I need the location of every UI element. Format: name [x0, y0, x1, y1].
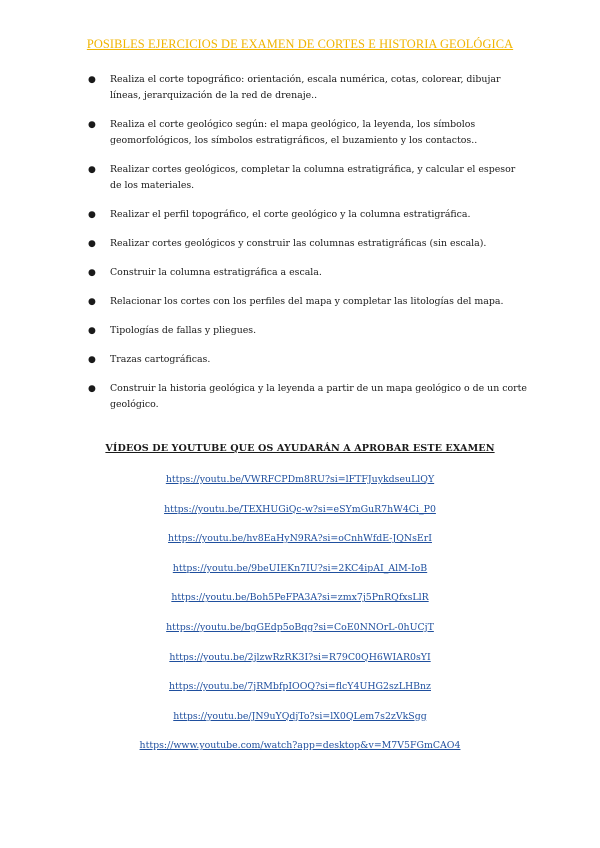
video-link[interactable]: https://youtu.be/Boh5PeFPA3A?si=zmx7j5PnRQfxsLlR	[171, 592, 429, 604]
list-item	[0, 561, 600, 591]
exercise-text: Construir la historia geológica y la leyenda a partir de un mapa geológico o de un corte geológico.	[110, 383, 527, 410]
exercise-text: Realizar el perfil topográfico, el corte geológico y la columna estratigráfica.	[110, 209, 471, 220]
video-link[interactable]: https://youtu.be/JN9uYQdjTo?si=lX0QLem7s2zVkSgg	[173, 710, 427, 722]
bullet-icon: ●	[88, 165, 96, 175]
list-item	[88, 381, 528, 413]
exercise-list	[88, 72, 528, 426]
video-links-list	[0, 472, 600, 768]
list-item	[0, 679, 600, 709]
list-item	[0, 590, 600, 620]
bullet-icon: ●	[88, 210, 96, 220]
video-link[interactable]: https://youtu.be/7jRMbfpIOOQ?si=flcY4UHG2szLHBnz	[169, 681, 431, 693]
list-item	[0, 738, 600, 768]
list-item	[88, 323, 528, 339]
bullet-icon: ●	[88, 75, 96, 85]
list-item	[88, 294, 528, 310]
video-link[interactable]: https://youtu.be/2jlzwRzRK3I?si=R79C0QH6WIAR0sYI	[169, 651, 431, 663]
exercise-text: Realizar cortes geológicos y construir las columnas estratigráficas (sin escala).	[110, 238, 487, 249]
list-item	[88, 352, 528, 368]
list-item	[88, 236, 528, 252]
bullet-icon: ●	[88, 268, 96, 278]
page-title: POSIBLES EJERCICIOS DE EXAMEN DE CORTES E HISTORIA GEOLÓGICA	[86, 37, 514, 51]
video-link[interactable]: https://youtu.be/hv8EaHyN9RA?si=oCnhWfdE-JQNsErI	[168, 533, 432, 545]
exercise-text: Realizar cortes geológicos, completar la columna estratigráfica, y calcular el espesor de los materiales.	[110, 164, 516, 191]
video-link[interactable]: https://youtu.be/TEXHUGiQc-w?si=eSYmGuR7hW4Ci_P0	[164, 503, 436, 515]
list-item	[0, 709, 600, 739]
bullet-icon: ●	[88, 297, 96, 307]
list-item	[0, 472, 600, 502]
list-item	[88, 162, 528, 194]
list-item	[0, 620, 600, 650]
list-item	[88, 72, 528, 104]
bullet-icon: ●	[88, 239, 96, 249]
video-link[interactable]: https://youtu.be/VWRFCPDm8RU?si=lFTFJuykdseuLlQY	[165, 474, 435, 485]
videos-heading: VÍDEOS DE YOUTUBE QUE OS AYUDARÁN A APROBAR ESTE EXAMEN	[105, 443, 495, 454]
video-link[interactable]: https://youtu.be/9beUIEKn7IU?si=2KC4ipAI_AlM-IoB	[172, 562, 428, 574]
video-link[interactable]: https://www.youtube.com/watch?app=desktop&v=M7V5FGmCAO4	[139, 740, 461, 752]
exercise-text: Tipologías de fallas y pliegues.	[110, 325, 257, 336]
list-item	[88, 265, 528, 281]
list-item	[88, 117, 528, 149]
list-item	[0, 531, 600, 561]
exercise-text: Construir la columna estratigráfica a escala.	[110, 267, 322, 278]
list-item	[0, 650, 600, 680]
exercise-text: Trazas cartográficas.	[110, 354, 211, 365]
exercise-text: Relacionar los cortes con los perfiles del mapa y completar las litologías del mapa.	[110, 296, 504, 307]
list-item	[0, 502, 600, 532]
bullet-icon: ●	[88, 326, 96, 336]
bullet-icon: ●	[88, 355, 96, 365]
exercise-text: Realiza el corte geológico según: el mapa geológico, la leyenda, los símbolos geomorfológicos, los símbolos estratigráficos, el buzamiento y los contactos..	[110, 119, 478, 146]
video-link[interactable]: https://youtu.be/bgGEdp5oBqg?si=CoE0NNOrL-0hUCjT	[166, 621, 434, 633]
bullet-icon: ●	[88, 384, 96, 394]
exercise-text: Realiza el corte topográfico: orientación, escala numérica, cotas, colorear, dibujar líneas, jerarquización de la red de drenaje..	[110, 74, 501, 101]
list-item	[88, 207, 528, 223]
bullet-icon: ●	[88, 120, 96, 130]
